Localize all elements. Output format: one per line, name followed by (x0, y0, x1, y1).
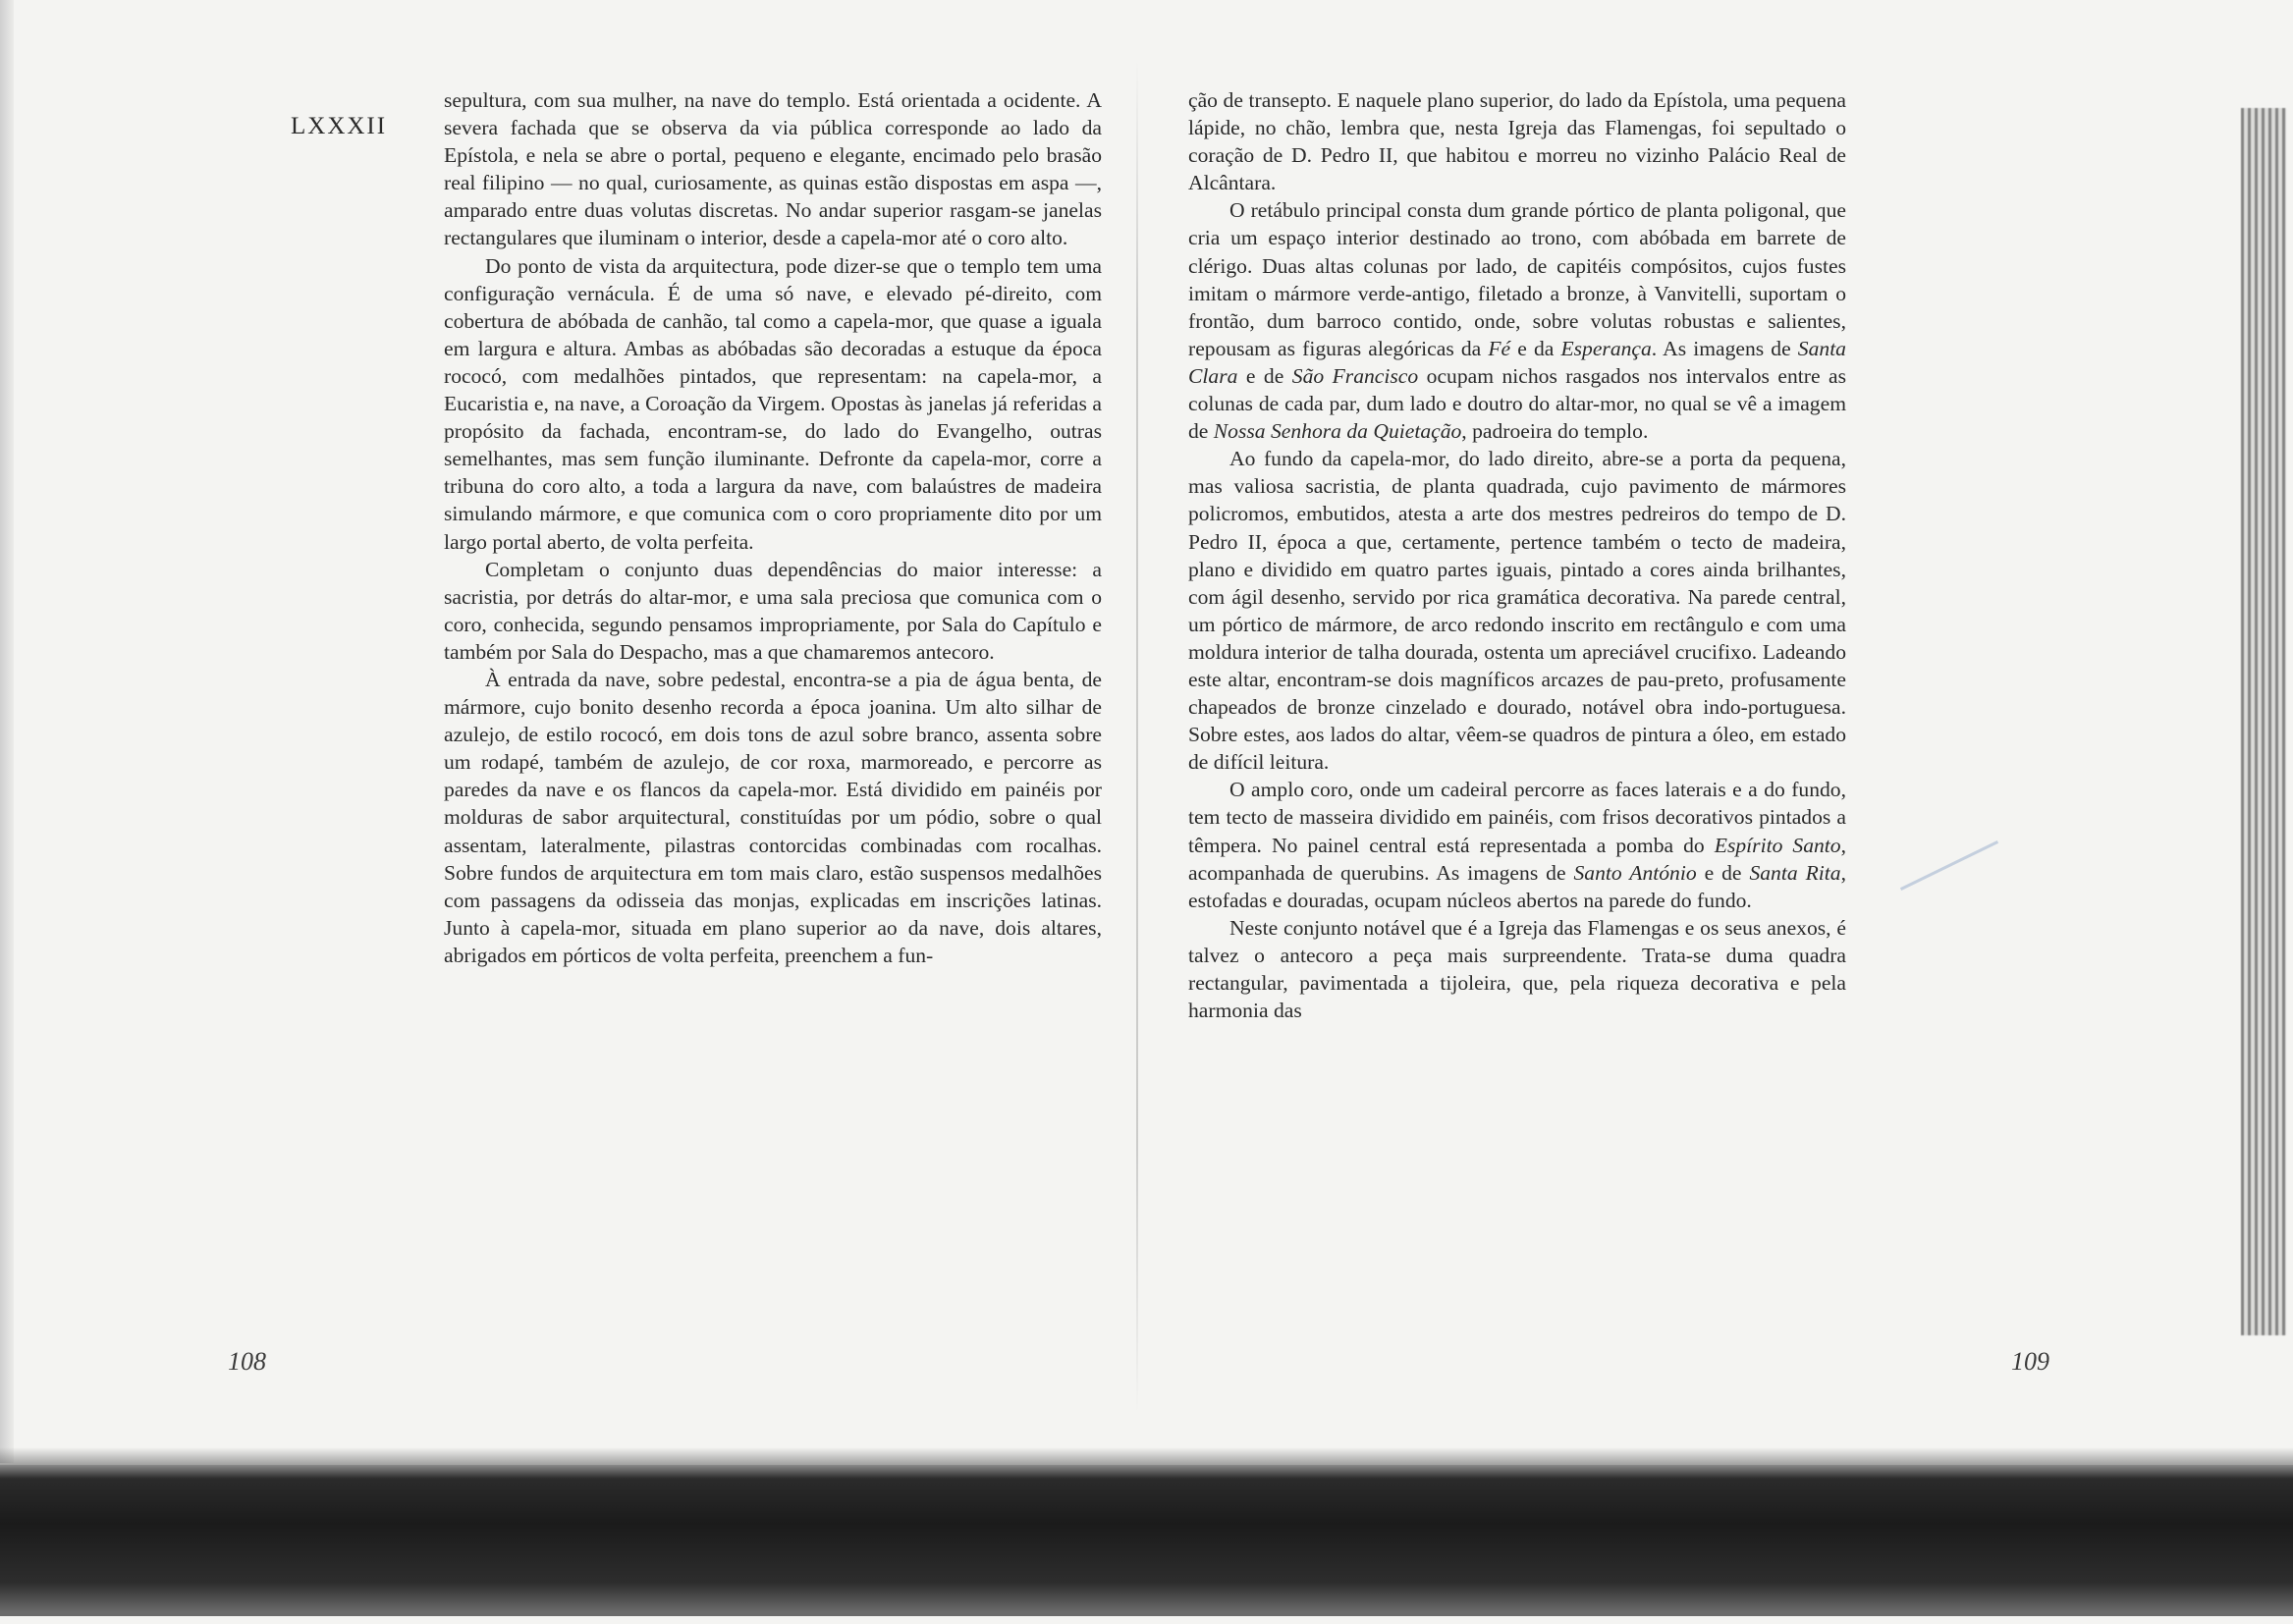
right-paragraph: Neste conjunto notável que é a Igreja das Flamengas e os seus anexos, é talvez o antecoro a peça mais surpreendente. Trata-se duma quadra rectangular, pavimentada a tijoleira, que, pela riqueza decorativa e pela harmonia das (1188, 915, 1846, 1023)
text-run: , estofadas e douradas, ocupam núcleos abertos na parede do fundo. (1188, 860, 1846, 912)
right-paragraph-retabulo (1188, 196, 1846, 445)
italic-term: Nossa Senhora da Quietação (1213, 419, 1462, 444)
left-page-text-column (444, 86, 1102, 969)
right-page-text-column (1188, 86, 1846, 1024)
right-paragraph-coro (1188, 776, 1846, 913)
pen-mark (1900, 840, 1998, 891)
italic-term: São Francisco (1291, 363, 1419, 388)
scan-left-edge (0, 0, 14, 1463)
right-paragraph: ção de transepto. E naquele plano superior, do lado da Epístola, uma pequena lápide, no chão, lembra que, nesta Igreja das Flamengas, foi sepultado o coração de D. Pedro II, que habitou e morreu no vizinho Palácio Real de Alcântara. (1188, 88, 1846, 195)
text-run: O retábulo principal consta dum grande pórtico de planta poligonal, que cria um espaço interior destinado ao trono, com abóbada em barrete de clérigo. Duas altas colunas por lado, de capitéis compósitos, cujos fustes imitam o mármore verde-antigo, filetado a bronze, à Vanvitelli, suportam o frontão, dum barroco contido, onde, sobre volutas robustas e salientes, repousam as figuras alegóricas da (1188, 198, 1846, 360)
italic-term: Fé (1488, 336, 1511, 360)
scan-right-smudge (2241, 108, 2286, 1335)
italic-term: Santa Rita (1749, 860, 1841, 885)
italic-term: Santa Clara (1188, 336, 1846, 388)
left-page-number: 108 (228, 1347, 266, 1376)
text-run: , padroeira do templo. (1461, 419, 1649, 444)
scan-dark-bar (0, 1465, 2293, 1616)
left-paragraph: Completam o conjunto duas dependências do maior interesse: a sacristia, por detrás do altar-mor, e uma sala preciosa que comunica com o coro, conhecida, segundo pensamos impropriamente, por Sala do Capítulo e também por Sala do Despacho, mas a que chamaremos antecoro. (444, 557, 1102, 664)
left-paragraph: À entrada da nave, sobre pedestal, encontra-se a pia de água benta, de mármore, cujo bonito desenho recorda a época joanina. Um alto silhar de azulejo, de estilo rococó, em dois tons de azul sobre branco, assenta sobre um rodapé, também de azulejo, de cor roxa, marmoreado, e percorre as paredes da nave e os flancos da capela-mor. Está dividido em painéis por molduras de sabor arquitectural, constituídas por um pódio, sobre o qual assentam, lateralmente, pilastras contorcidas combinadas com rocalhas. Sobre fundos de arquitectura em tom mais claro, estão suspensos medalhões com passagens da odisseia das monjas, explicadas em inscrições latinas. Junto à capela-mor, situada em plano superior ao da nave, dois altares, abrigados em pórticos de volta perfeita, preenchem a fun- (444, 667, 1102, 967)
italic-term: Santo António (1573, 860, 1697, 885)
text-run: ocupam nichos rasgados nos intervalos entre as colunas de cada par, dum lado e doutro do altar-mor, no qual se vê a imagem de (1188, 363, 1846, 444)
right-paragraph: Ao fundo da capela-mor, do lado direito, abre-se a porta da pequena, mas valiosa sacristia, de planta quadrada, cujo pavimento de mármores policromos, embutidos, atesta a arte dos mestres pedreiros do tempo de D. Pedro II, época a que, certamente, pertence também o tecto de madeira, plano e dividido em quatro partes iguais, pintado a cores ainda brilhantes, com ágil desenho, servido por rica gramática decorativa. Na parede central, um pórtico de mármore, de arco redondo inscrito em rectângulo e com uma moldura interior de talha dourada, ostenta um apreciável crucifixo. Ladeando este altar, encontram-se dois magníficos arcazes de pau-preto, profusamente chapeados de bronze cinzelado e dourado, notável obra indo-portuguesa. Sobre estes, aos lados do altar, vêem-se quadros de pintura a óleo, em estado de difícil leitura. (1188, 447, 1846, 775)
scan-bar-shadow (0, 1447, 2293, 1467)
text-run: e de (1696, 860, 1750, 885)
book-gutter (1136, 59, 1138, 1414)
text-run: e de (1237, 363, 1292, 388)
italic-term: Espírito Santo (1714, 833, 1841, 857)
left-paragraph: Do ponto de vista da arquitectura, pode dizer-se que o templo tem uma configuração vernácula. É de uma só nave, e elevado pé-direito, com cobertura de abóbada de canhão, tal como a capela-mor, que quase a iguala em largura e altura. Ambas as abóbadas são decoradas a estuque da época rococó, com medalhões pintados, que representam: na capela-mor, a Eucaristia e, na nave, a Coroação da Virgem. Opostas às janelas já referidas a propósito da fachada, encontram-se, do lado do Evangelho, outras semelhantes, mas sem função iluminante. Defronte da capela-mor, corre a tribuna do coro alto, a toda a largura da nave, com balaústres de madeira simulando mármore, e que comunica com o coro propriamente dito por um largo portal aberto, de volta perfeita. (444, 253, 1102, 554)
italic-term: Esperança (1560, 336, 1652, 360)
text-run: . As imagens de (1651, 336, 1798, 360)
text-run: e da (1510, 336, 1561, 360)
text-run: , acompanhada de querubins. As imagens de (1188, 833, 1846, 885)
right-page-number: 109 (2011, 1347, 2049, 1376)
plate-reference-numeral: LXXXII (291, 113, 388, 139)
left-paragraph: sepultura, com sua mulher, na nave do templo. Está orientada a ocidente. A severa fachada que se observa da via pública corresponde ao lado da Epístola, e nela se abre o portal, pequeno e elegante, encimado pelo brasão real filipino — no qual, curiosamente, as quinas estão dispostas em aspa —, amparado entre duas volutas discretas. No andar superior rasgam-se janelas rectangulares que iluminam o interior, desde a capela-mor até o coro alto. (444, 88, 1102, 250)
text-run: O amplo coro, onde um cadeiral percorre as faces laterais e a do fundo, tem tecto de masseira dividido em painéis, com frisos decorativos pintados a têmpera. No painel central está representada a pomba do (1188, 778, 1846, 857)
